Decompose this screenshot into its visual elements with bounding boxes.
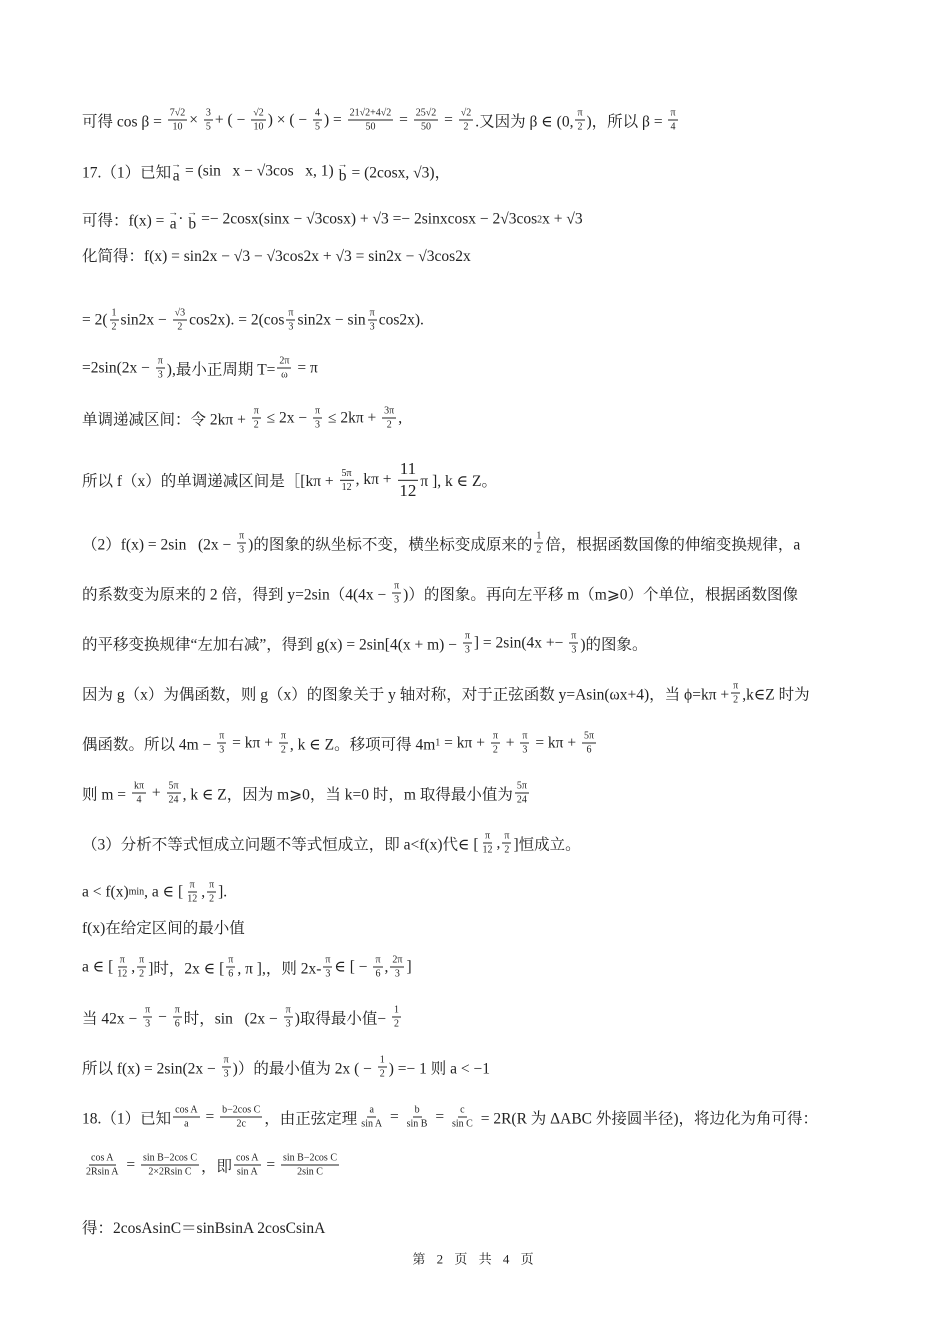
fraction-numerator: π [139,954,145,966]
fraction [463,631,472,656]
text-segment: , [496,834,501,851]
fraction-numerator: π [285,1004,291,1016]
text-segment: = kπ + [228,734,277,751]
vector-symbol: b [338,167,347,185]
text-segment: 因为 g（x）为偶函数，则 g（x）的图象关于 y 轴对称，对于正弦函数 y=Asin(ωx+4)，当 ϕ=kπ + [82,686,730,703]
text-segment: = [440,111,457,128]
text-segment: )的图象。 [580,636,648,653]
fraction-denominator: 10 [172,121,183,133]
text-segment: 所以 f(x) = 2sin(2x − [82,1060,220,1077]
fraction-numerator: 1 [379,1054,385,1066]
fraction-denominator: 3 [315,419,321,431]
fraction [207,880,216,905]
fraction-denominator: 3 [571,644,577,656]
fraction-numerator: π [239,530,245,542]
vector-symbol: a [169,215,177,233]
fraction-numerator: π [174,1004,180,1016]
fraction-denominator: 3 [464,644,470,656]
fraction [491,731,500,756]
fraction [569,631,578,656]
text-segment: )）的最小值为 2x ( − [232,1060,376,1077]
fraction [450,1105,475,1130]
fraction-denominator: a [184,1118,189,1130]
text-segment: ，由正弦定理 [264,1110,358,1127]
text-line [82,308,424,333]
text-segment: 的平移变换规律“左加右减”，得到 g(x) = 2sin[4(x + m) − [82,636,461,653]
text-segment: ，即 [201,1158,233,1175]
vector [168,209,178,232]
text-segment: 所以 f（x）的单调递减区间是［[kπ + [82,473,338,490]
fraction [392,581,401,606]
text-segment: = [431,1108,448,1125]
text-segment: （3）分析不等式恒成立问题不等式恒成立，即 a<f(x)代∈ [ [82,836,479,853]
fraction [378,1055,387,1080]
text-line [82,244,471,266]
text-segment: , [384,958,389,975]
text-segment: )取得最小值− [294,1010,390,1027]
fraction-denominator: 2 [733,694,739,706]
vector [171,161,181,184]
fraction-numerator: π [394,580,400,592]
vector-symbol: b [188,215,197,233]
fraction [502,831,511,856]
text-segment: ] = 2sin(4x +− [473,634,568,651]
vector-arrow-icon: → [337,159,348,171]
fraction-numerator: π [223,1054,229,1066]
fraction-numerator: π [504,830,510,842]
text-segment: )的图象的纵坐标不变，横坐标变成原来的 [248,536,533,553]
fraction-denominator: 4 [136,794,142,806]
text-line [82,955,412,980]
text-segment: .又因为 β ∈ (0, [475,113,574,130]
fraction [668,108,677,133]
fraction-denominator: 2 [386,419,392,431]
text-segment: 单调递减区间：令 2kπ + [82,411,250,428]
fraction [226,955,235,980]
text-segment: cos2x). = 2(cos [189,311,285,328]
fraction-denominator: 2 [504,844,510,856]
fraction-denominator: sin A [236,1166,258,1178]
text-segment: ) =− 1 则 a < −1 [388,1060,490,1077]
fraction [731,681,740,706]
vector [187,209,197,232]
fraction-numerator: π [219,730,225,742]
fraction-denominator: 2Rsin A [86,1166,119,1178]
text-segment: , [131,958,136,975]
fraction-numerator: √3 [174,307,186,319]
fraction [173,1005,182,1030]
fraction-numerator: 1 [393,1004,399,1016]
text-segment: 倍，根据函数国像的伸缩变换规律，a [545,536,801,553]
fraction-numerator: 3 [205,107,211,119]
fraction-denominator: 3 [394,594,400,606]
fraction-numerator: π [280,730,286,742]
fraction-denominator: 50 [365,121,376,133]
superscript: 2 [537,214,543,226]
fraction-numerator: π [571,630,577,642]
text-segment: 可得 cos β = [82,113,166,130]
text-segment: , a ∈ [ [144,883,184,901]
text-segment: , [398,409,403,426]
fraction-numerator: π [464,630,470,642]
fraction [204,108,213,133]
fraction [323,955,332,980]
text-line [82,731,598,756]
fraction-denominator: ω [281,369,288,381]
text-segment: = [122,1156,140,1173]
fraction-numerator: 4 [315,107,321,119]
text-segment: =2sin(2x − [82,359,154,376]
text-line [82,209,583,232]
fraction [392,1005,401,1030]
fraction-denominator: 2 [379,1068,385,1080]
text-segment: x + √3 [542,211,583,228]
fraction-denominator: 3 [239,544,245,556]
fraction-denominator: 2×2Rsin C [148,1166,192,1178]
text-segment: + [501,734,519,751]
fraction [348,108,394,133]
fraction-denominator: 5 [205,121,211,133]
fraction-denominator: sin A [361,1118,383,1130]
fraction-numerator: π [253,405,259,417]
text-segment: , k ∈ Z，因为 m⩾0，当 k=0 时，m 取得最小值为 [182,786,513,803]
text-segment: f(x)在给定区间的最小值 [82,920,245,937]
fraction-numerator: cos A [91,1152,114,1164]
fraction-numerator: 11 [398,460,418,481]
fraction-numerator: b−2cos C [222,1104,261,1116]
fraction [582,731,596,756]
fraction-numerator: kπ [133,780,144,792]
fraction-denominator: 24 [168,794,179,806]
fraction-denominator: 6 [586,744,592,756]
fraction [173,308,188,333]
text-segment: , [201,883,206,900]
text-segment: ] [406,958,412,975]
text-segment: 化简得：f(x) = sin2x − √3 − √3cos2x + √3 = sin2x − √3cos2x [82,248,471,265]
fraction-denominator: 3 [325,968,331,980]
vector-arrow-icon: → [168,207,179,219]
fraction-numerator: 5π [168,780,179,792]
fraction [234,1153,261,1178]
fraction-numerator: π [492,730,498,742]
fraction-numerator: b [414,1104,420,1116]
fraction-denominator: 50 [421,121,432,133]
text-segment: ) × ( − [267,111,312,128]
text-segment: ]. [218,883,228,900]
fraction-denominator: 5 [315,121,321,133]
fraction [222,1055,231,1080]
fraction-denominator: 3 [223,1068,229,1080]
fraction-numerator: 25√2 [415,107,437,119]
fraction-numerator: cos A [175,1104,198,1116]
fraction [237,531,246,556]
fraction [173,1105,200,1130]
text-segment: 的系数变为原来的 2 倍，得到 y=2sin（4(4x − [82,586,391,603]
fraction-denominator: 12 [341,481,352,493]
fraction-numerator: sin B−2cos C [283,1152,337,1164]
fraction-denominator: 2 [280,744,286,756]
text-segment: a < f(x) [82,883,129,900]
fraction [220,1105,262,1130]
fraction [251,108,266,133]
fraction-numerator: π [670,107,676,119]
fraction [368,308,377,333]
fraction [110,308,119,333]
fraction-numerator: π [522,730,528,742]
text-line [82,1216,325,1238]
text-line [82,781,531,806]
text-line [82,1153,341,1178]
fraction-denominator: sin C [451,1118,473,1130]
fraction [405,1105,430,1130]
text-segment: 偶函数。所以 4m − [82,736,216,753]
fraction [520,731,529,756]
vector [338,161,348,184]
fraction-numerator: 1 [111,307,117,319]
fraction [481,831,495,856]
fraction [284,1005,293,1030]
fraction [534,531,543,556]
fraction-numerator: 1 [536,530,542,542]
fraction-numerator: π [733,680,739,692]
fraction-denominator: 3 [145,1018,151,1030]
fraction [156,356,165,381]
fraction-denominator: 12 [399,480,417,500]
fraction [277,356,291,381]
fraction-denominator: 3 [369,321,375,333]
fraction [252,406,261,431]
text-segment: = [386,1108,403,1125]
fraction-numerator: sin B−2cos C [143,1152,197,1164]
fraction-numerator: 5π [584,730,595,742]
text-segment: , kπ + [355,471,396,488]
fraction-numerator: π [577,107,583,119]
text-line [82,681,810,706]
text-segment: ,k∈Z 时为 [742,686,810,703]
vector-arrow-icon: → [171,159,182,171]
text-segment: = kπ + [440,734,489,751]
text-segment: ]时，2x ∈ [ [148,960,225,977]
text-line [82,880,227,905]
text-segment: 可得：f(x) = [82,213,169,230]
fraction-numerator: 5π [516,780,527,792]
fraction-numerator: π [189,879,195,891]
fraction-numerator: 21√2+4√2 [349,107,392,119]
text-segment: + ( − [214,111,250,128]
fraction [167,781,181,806]
text-segment: ]恒成立。 [513,836,581,853]
text-segment: 时，sin (2x − [183,1010,282,1027]
text-segment: = 2( [82,311,108,328]
fraction-numerator: π [288,307,294,319]
fraction-denominator: 2 [177,321,183,333]
text-segment: × [189,111,202,128]
text-segment: = (2cosx, √3)， [347,165,451,182]
fraction [414,108,439,133]
fraction [390,955,404,980]
fraction [340,468,354,493]
fraction-numerator: π [145,1004,151,1016]
text-segment: ≤ 2kπ + [324,409,381,426]
fraction-numerator: π [228,954,234,966]
text-segment: 则 m = [82,786,130,803]
fraction [168,108,188,133]
text-segment: =− 2cosx(sinx − √3cosx) + √3 =− 2sinxcosx − 2√3cos [197,211,538,228]
fraction-numerator: π [369,307,375,319]
fraction-numerator: π [484,830,491,842]
text-segment: = [395,111,412,128]
text-segment: − [154,1008,171,1025]
fraction [279,731,288,756]
text-line [82,1005,403,1030]
text-line [82,631,648,656]
fraction-denominator: 2 [139,968,145,980]
text-segment: , k ∈ Z。移项可得 4m [289,736,436,753]
fraction-denominator: 2 [536,544,542,556]
fraction [185,880,199,905]
fraction [359,1105,384,1130]
text-line [82,531,800,556]
fraction-denominator: 3 [394,968,400,980]
fraction-denominator: 2 [492,744,498,756]
fraction-numerator: π [375,954,381,966]
text-segment: cos2x). [378,311,424,328]
fraction [397,460,418,500]
fraction-numerator: 7√2 [169,107,186,119]
text-segment: + [148,784,165,801]
text-segment: 18.（1）已知 [82,1110,172,1127]
fraction-denominator: 2sin C [297,1166,323,1178]
text-segment: = [262,1156,280,1173]
fraction-denominator: 3 [285,1018,291,1030]
text-segment: sin2x − sin [297,311,366,328]
fraction-denominator: 3 [219,744,225,756]
fraction-numerator: √2 [460,107,472,119]
fraction-denominator: sin B [406,1118,428,1130]
text-line [82,356,318,381]
fraction [313,108,322,133]
fraction [382,406,396,431]
text-segment: )）的图象。再向左平移 m（m⩾0）个单位，根据函数图像 [403,586,799,603]
fraction [515,781,529,806]
fraction [575,108,584,133]
fraction-numerator: c [460,1104,465,1116]
fraction-denominator: 4 [670,121,676,133]
fraction [313,406,322,431]
text-segment: = π [293,359,318,376]
text-line [82,460,497,500]
text-line [82,108,680,133]
fraction-denominator: 2 [209,893,215,905]
fraction-denominator: 3 [288,321,294,333]
subscript: min [128,886,145,898]
fraction-denominator: 2 [111,321,117,333]
fraction [143,1005,152,1030]
vector-symbol: a [172,167,180,185]
fraction-denominator: 12 [482,844,493,856]
text-segment: 得：2cosAsinC＝sinBsinA 2cosCsinA [82,1220,326,1237]
text-segment: ) = [324,111,346,128]
fraction-numerator: a [369,1104,374,1116]
text-segment: 17.（1）已知 [82,165,172,182]
fraction-numerator: 2π [392,954,403,966]
fraction-denominator: 10 [253,121,264,133]
text-segment: = [201,1108,219,1125]
fraction-numerator: cos A [236,1152,259,1164]
text-segment: , π ],，则 2x- [237,960,322,977]
fraction-denominator: 2 [393,1018,399,1030]
fraction [84,1153,121,1178]
fraction-denominator: 3 [157,369,163,381]
fraction-denominator: 6 [174,1018,180,1030]
fraction-numerator: 3π [384,405,395,417]
fraction [373,955,382,980]
fraction-denominator: 2c [236,1118,246,1130]
fraction-denominator: 6 [228,968,234,980]
text-segment: a ∈ [ [82,958,114,976]
text-segment: = kπ + [531,734,580,751]
text-segment: π ], k ∈ Z。 [420,473,497,490]
fraction [217,731,226,756]
fraction-denominator: 2 [577,121,583,133]
text-line [82,1105,818,1130]
text-segment: = (sin x − √3cos x, 1) [181,163,338,180]
fraction-denominator: 24 [516,794,527,806]
page-footer: 第 2 页 共 4 页 [412,1251,538,1267]
text-line [82,406,402,431]
fraction [132,781,146,806]
fraction-numerator: π [119,954,125,966]
text-segment: ),最小正周期 T= [166,361,276,378]
fraction-numerator: π [157,355,163,367]
fraction [281,1153,339,1178]
fraction-denominator: 6 [375,968,381,980]
fraction-numerator: 5π [341,467,352,479]
text-segment: = 2R(R 为 ΔABC 外接圆半径)，将边化为角可得： [476,1110,819,1127]
text-segment: 当 42x − [82,1010,142,1027]
fraction-numerator: √2 [253,107,264,119]
fraction-numerator: π [325,954,331,966]
text-line [82,161,450,184]
fraction-denominator: 12 [187,893,198,905]
text-line [82,916,245,938]
text-segment: )，所以 β = [586,113,667,130]
text-segment: ∈ [ − [334,958,372,976]
fraction-numerator: π [315,405,321,417]
fraction [459,108,474,133]
text-segment: · [178,211,188,228]
fraction [286,308,295,333]
vector-arrow-icon: → [187,207,198,219]
fraction-denominator: 2 [253,419,259,431]
fraction [141,1153,199,1178]
fraction-denominator: 3 [522,744,528,756]
text-segment: （2）f(x) = 2sin (2x − [82,536,236,553]
fraction-numerator: π [209,879,215,891]
text-segment: ≤ 2x − [262,409,312,426]
fraction [137,955,146,980]
fraction [115,955,129,980]
fraction-denominator: 12 [117,968,128,980]
text-line [82,581,798,606]
text-line [82,831,581,856]
subscript: 1 [435,737,441,749]
fraction-denominator: 2 [463,121,469,133]
text-segment: sin2x − [120,311,171,328]
text-line [82,1055,490,1080]
fraction-numerator: 2π [279,355,290,367]
